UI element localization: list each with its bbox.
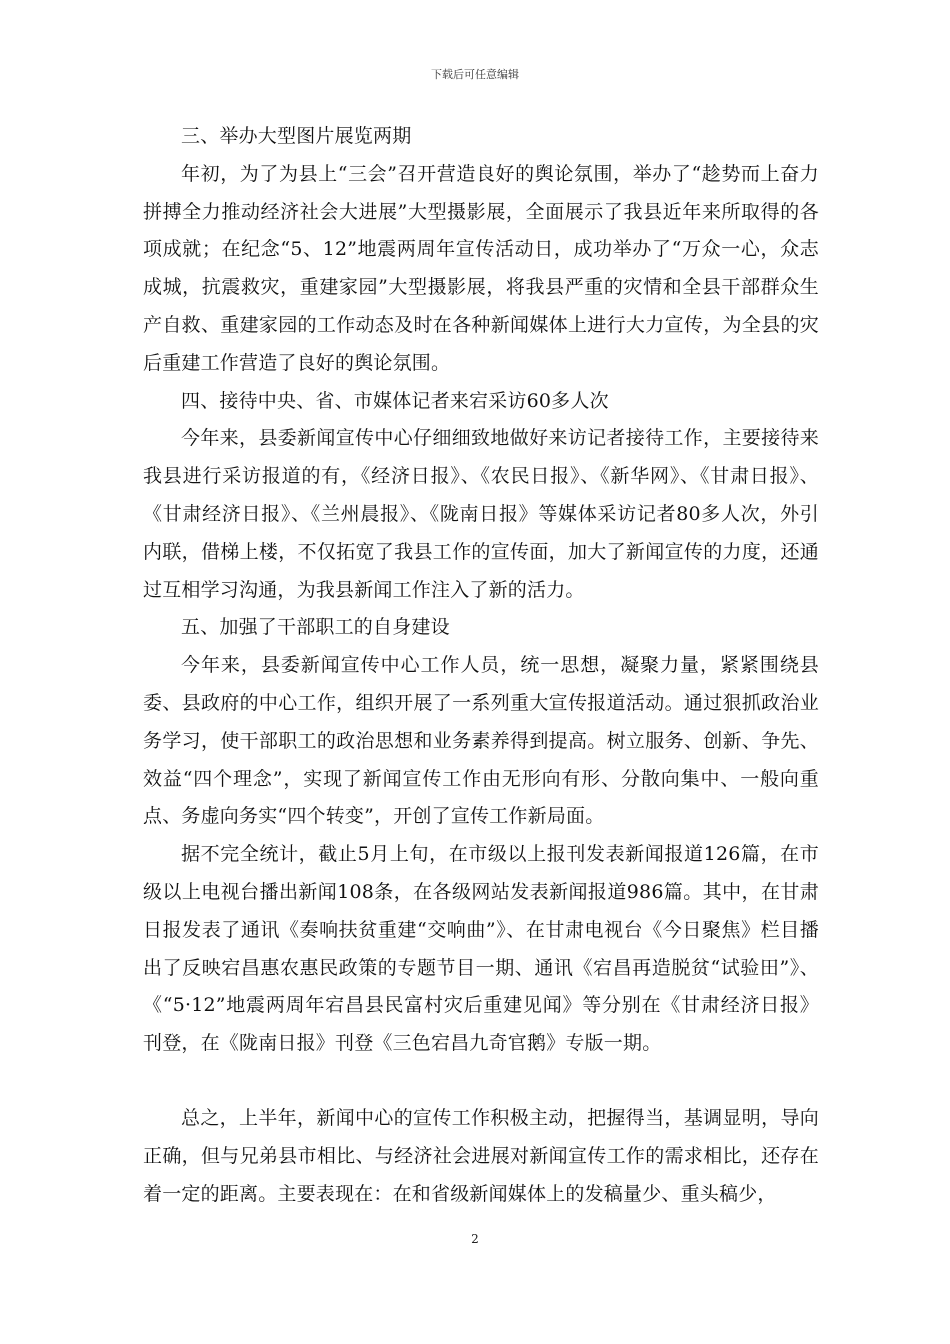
section-heading-3: 三、举办大型图片展览两期	[181, 125, 412, 147]
paragraph-summary: 总之，上半年，新闻中心的宣传工作积极主动，把握得当，基调显明，导向正确，但与兄弟县市相比、与经济社会进展对新闻宣传工作的需求相比，还存在着一定的距离。主要表现在：在和省级新闻媒体上的发稿量少、重头稿少，	[143, 1106, 819, 1205]
paragraph-staff-building: 今年来，县委新闻宣传中心工作人员，统一思想，凝聚力量，紧紧围绕县委、县政府的中心工作，组织开展了一系列重大宣传报道活动。通过狠抓政治业务学习，使干部职工的政治思想和业务素养得到提高。树立服务、创新、争先、效益“四个理念”，实现了新闻宣传工作由无形向有形、分散向集中、一般向重点、务虚向务实“四个转变”，开创了宣传工作新局面。	[143, 654, 819, 828]
section-heading-4: 四、接待中央、省、市媒体记者来宕采访60多人次	[181, 389, 609, 412]
section-heading-5: 五、加强了干部职工的自身建设	[181, 616, 450, 639]
paragraph-statistics: 据不完全统计，截止5月上旬，在市级以上报刊发表新闻报道126篇，在市级以上电视台播出新闻108条，在各级网站发表新闻报道986篇。其中，在甘肃日报发表了通讯《奏响扶贫重建“交响曲”》、在甘肃电视台《今日聚焦》栏目播出了反映宕昌惠农惠民政策的专题节目一期、通讯《宕昌再造脱贫“试验田”》、《“5·12”地震两周年宕昌县民富村灾后重建见闻》等分别在《甘肃经济日报》刊登，在《陇南日报》刊登《三色宕昌九奇官鹅》专版一期。	[143, 843, 819, 1055]
header-note: 下载后可任意编辑	[431, 68, 519, 81]
paragraph-photo-exhibitions: 年初，为了为县上“三会”召开营造良好的舆论氛围，举办了“趁势而上奋力拼搏全力推动经济社会大进展”大型摄影展，全面展示了我县近年来所取得的各项成就；在纪念“5、12”地震两周年宣传活动日，成功举办了“万众一心，众志成城，抗震救灾，重建家园”大型摄影展，将我县严重的灾情和全县干部群众生产自救、重建家园的工作动态及时在各种新闻媒体上进行大力宣传，为全县的灾后重建工作营造了良好的舆论氛围。	[143, 162, 819, 374]
paragraph-reporter-reception: 今年来，县委新闻宣传中心仔细细致地做好来访记者接待工作，主要接待来我县进行采访报道的有，《经济日报》、《农民日报》、《新华网》、《甘肃日报》、《甘肃经济日报》、《兰州晨报》、《陇南日报》等媒体采访记者80多人次，外引内联，借梯上楼，不仅拓宽了我县工作的宣传面，加大了新闻宣传的力度，还通过互相学习沟通，为我县新闻工作注入了新的活力。	[143, 427, 819, 601]
body-text	[143, 118, 819, 1213]
page-number: 2	[471, 1232, 479, 1246]
